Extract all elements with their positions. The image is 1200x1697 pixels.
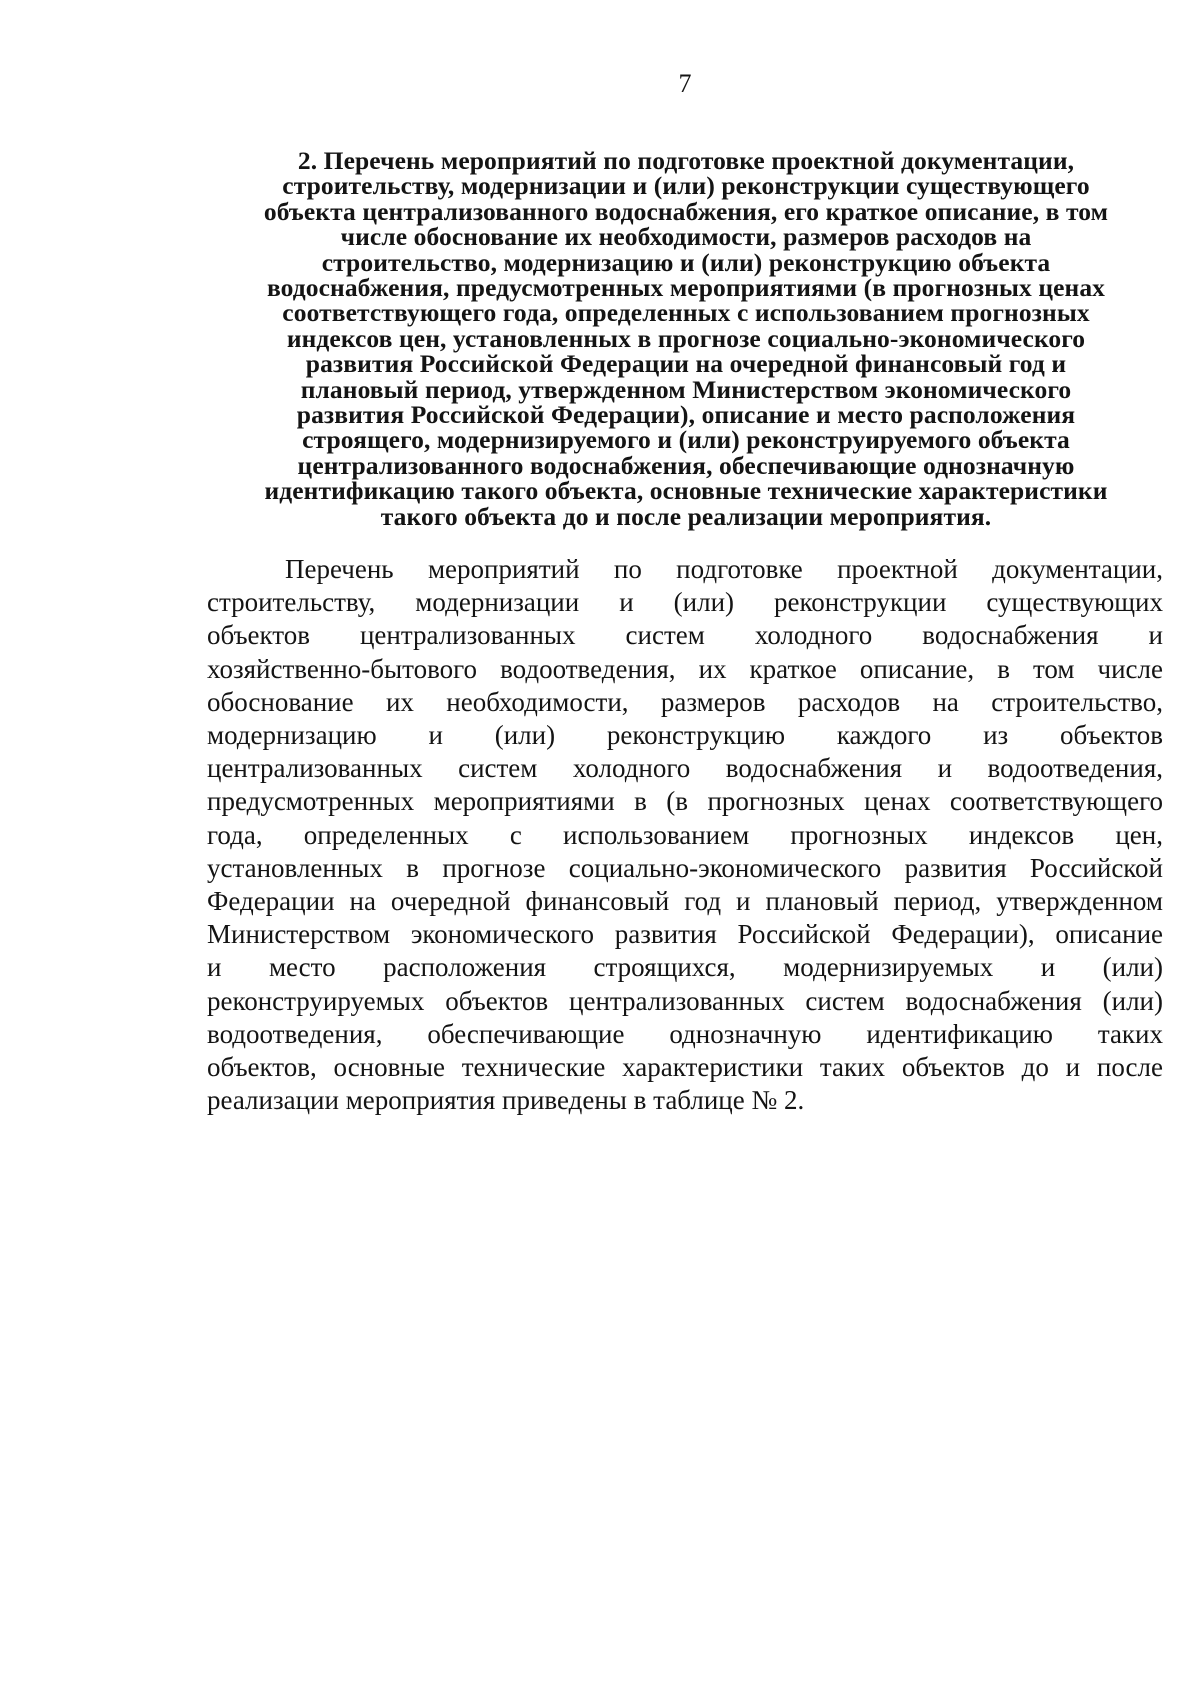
body-line: Перечень мероприятий по подготовке проектной документации, — [285, 554, 1163, 584]
body-line: реконструируемых объектов централизованных систем водоснабжения (или) — [207, 985, 1163, 1016]
heading-line: числе обоснование их необходимости, размеров расходов на — [340, 222, 1032, 252]
heading-line: плановый период, утвержденном Министерством экономического — [300, 374, 1072, 404]
body-line: объектов централизованных систем холодного водоснабжения и — [207, 620, 1163, 651]
heading-line: идентификацию такого объекта, основные технические характеристики — [264, 476, 1108, 506]
body-line: предусмотренных мероприятиями в (в прогнозных ценах соответствующего — [207, 786, 1163, 817]
body-line: объектов, основные технические характеристики таких объектов до и после — [207, 1052, 1163, 1083]
body-paragraph — [207, 553, 1163, 1117]
heading-line: строительство, модернизацию и (или) реконструкцию объекта — [321, 247, 1051, 277]
body-line: централизованных систем холодного водоснабжения и водоотведения, — [207, 753, 1163, 784]
body-line: модернизацию и (или) реконструкцию каждого из объектов — [207, 720, 1163, 751]
heading-line: 2. Перечень мероприятий по подготовке проектной документации, — [297, 146, 1075, 175]
body-line: реализации мероприятия приведены в таблице № 2. — [207, 1085, 805, 1116]
heading-line: развития Российской Федерации), описание и место расположения — [296, 400, 1076, 430]
body-line: Федерации на очередной финансовый год и плановый период, утвержденном — [207, 886, 1163, 917]
body-line: установленных в прогнозе социально-экономического развития Российской — [207, 852, 1163, 883]
heading-line: централизованного водоснабжения, обеспечивающие однозначную — [297, 450, 1075, 480]
body-line: Министерством экономического развития Российской Федерации), описание — [207, 919, 1163, 950]
body-line: обоснование их необходимости, размеров расходов на строительство, — [207, 686, 1163, 717]
heading-line: такого объекта до и после реализации мероприятия. — [380, 501, 992, 531]
page-number: 7 — [678, 69, 692, 98]
body-line: года, определенных с использованием прогнозных индексов цен, — [207, 819, 1163, 850]
heading-line: строительству, модернизации и (или) реконструкции существующего — [282, 171, 1090, 201]
heading-line: соответствующего года, определенных с использованием прогнозных — [282, 298, 1090, 328]
section-heading — [208, 148, 1164, 529]
body-line: хозяйственно-бытового водоотведения, их краткое описание, в том числе — [207, 653, 1163, 684]
heading-line: индексов цен, установленных в прогнозе социально-экономического — [286, 323, 1086, 353]
heading-line: объекта централизованного водоснабжения, его краткое описание, в том — [263, 196, 1109, 226]
body-line: и место расположения строящихся, модернизируемых и (или) — [207, 952, 1163, 983]
body-line: водоотведения, обеспечивающие однозначную идентификацию таких — [207, 1018, 1163, 1049]
heading-line: развития Российской Федерации на очередной финансовый год и — [305, 349, 1067, 379]
heading-line: строящего, модернизируемого и (или) реконструируемого объекта — [302, 425, 1070, 455]
heading-line: водоснабжения, предусмотренных мероприятиями (в прогнозных ценах — [266, 273, 1106, 303]
body-line: строительству, модернизации и (или) реконструкции существующих — [207, 587, 1163, 618]
